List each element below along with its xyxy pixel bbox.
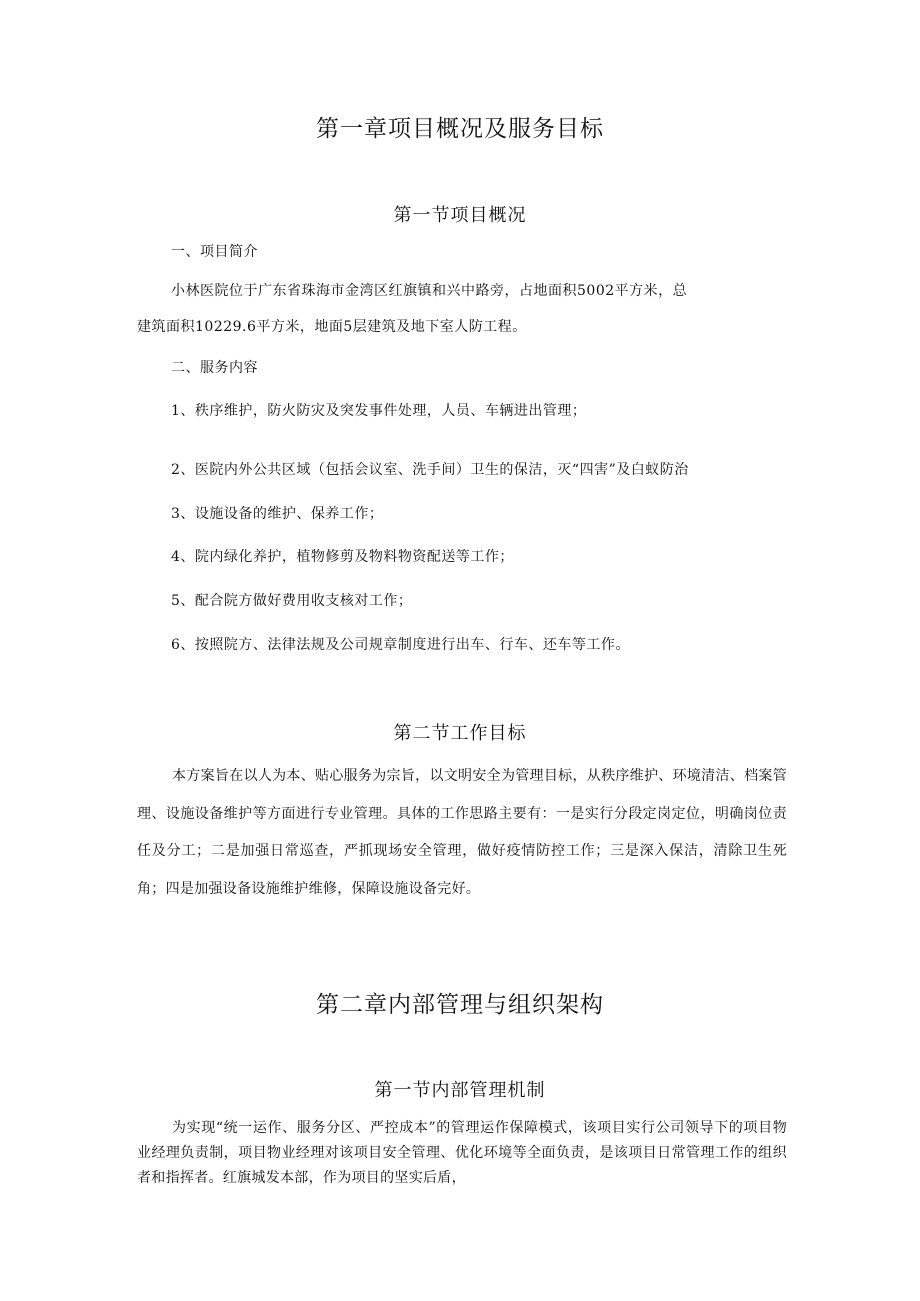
service-item: 6、按照院方、法律法规及公司规章制度进行出车、行车、还车等工作。: [171, 637, 630, 653]
section-2-1-title: 第一节内部管理机制: [374, 1080, 546, 1101]
service-item: 5、配合院方做好费用收支核对工作；: [171, 593, 413, 609]
project-intro-line-1: 小林医院位于广东省珠海市金湾区红旗镇和兴中路旁，占地面积5002平方米，总: [171, 283, 688, 299]
service-item: 2、医院内外公共区域（包括会议室、洗手间）卫生的保洁，灭“四害”及白蚁防治: [171, 462, 689, 478]
internal-management-paragraph: 为实现“统一运作、服务分区、严控成本”的管理运作保障模式，该项目实行公司领导下的项目物业经理负责制，项目物业经理对该项目安全管理、优化环境等全面负责，是该项目日常管理工作的组织者和指挥者。红旗城发本部，作为项目的坚实后盾，: [137, 1120, 787, 1186]
project-intro-line-2: 建筑面积10229.6平方米，地面5层建筑及地下室人防工程。: [137, 319, 527, 335]
chapter-2-title: 第二章内部管理与组织架构: [316, 992, 604, 1018]
subsection-heading-project-intro: 一、项目简介: [171, 244, 258, 260]
service-item: 3、设施设备的维护、保养工作；: [171, 506, 384, 522]
work-goal-paragraph: 本方案旨在以人为本、贴心服务为宗旨，以文明安全为管理目标，从秩序维护、环境清洁、档案管理、设施设备维护等方面进行专业管理。具体的工作思路主要有：一是实行分段定岗定位，明确岗位责任及分工；二是加强日常巡查，严抓现场安全管理，做好疫情防控工作；三是深入保洁，清除卫生死角；四是加强设备设施维护维修，保障设施设备完好。: [137, 768, 787, 897]
subsection-heading-service-content: 二、服务内容: [171, 360, 258, 376]
service-item: 1、秩序维护，防火防灾及突发事件处理，人员、车辆进出管理；: [171, 403, 587, 419]
chapter-1-title: 第一章项目概况及服务目标: [316, 116, 604, 142]
section-1-2-title: 第二节工作目标: [393, 723, 527, 744]
service-item: 4、院内绿化养护，植物修剪及物料物资配送等工作；: [171, 549, 514, 565]
section-1-1-title: 第一节项目概况: [393, 205, 527, 226]
